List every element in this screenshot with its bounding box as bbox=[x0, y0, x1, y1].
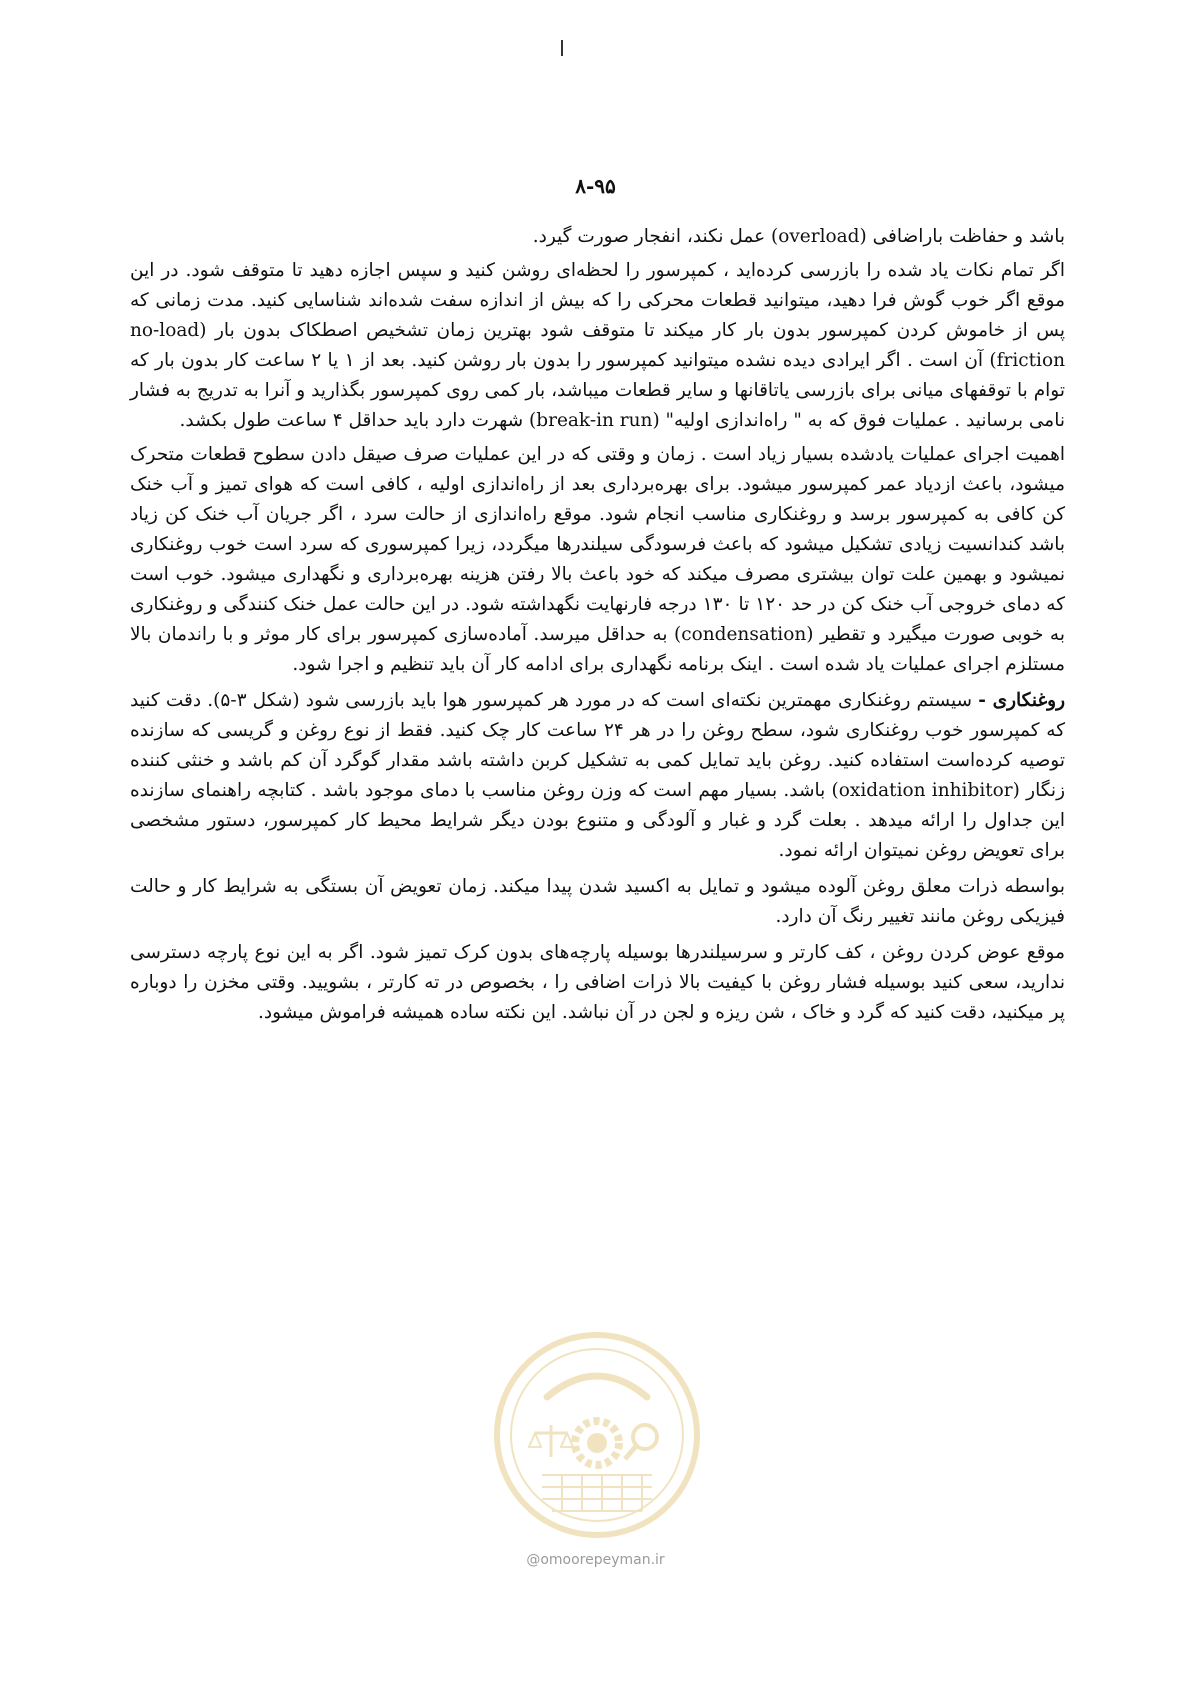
gear-icon bbox=[575, 1421, 619, 1465]
scales-icon bbox=[529, 1425, 573, 1457]
paragraph-4-text: سیستم روغنکاری مهمترین نکته‌ای است که در مورد هر کمپرسور هوا باید بازرسی شود (شکل ۳-۵). دقت کنید که کمپرسور خوب روغنکاری شود، سطح روغن را در هر ۲۴ ساعت کار چک کنید. فقط از نوع روغن و گریسی که سازنده توصیه کرده‌است استفاده کنید. روغن باید تمایل کمی به تشکیل کربن داشته باشد مقدار گوگرد آن کم باشد و خنثی کننده زنگار (oxidation inhibitor) باشد. بسیار مهم است که وزن روغن مناسب با دمای موجود باشد . کتابچه راهنمای سازنده این جداول را ارائه میدهد . بعلت گرد و غبار و آلودگی و متنوع بودن دیگر شرایط محیط کار کمپرسور، دستور مشخصی برای تعویض روغن نمیتوان ارائه نمود. bbox=[130, 690, 1066, 861]
paragraph-2: اگر تمام نکات یاد شده را بازرسی کرده‌اید ، کمپرسور را لحظه‌ای روشن کنید و سپس اجازه دهید تا متوقف شود. در این موقع اگر خوب گوش فرا دهید، میتوانید قطعات محرکی را که بیش از اندازه سفت شده‌اند شناسایی کنید. مدت زمانی که پس از خاموش کردن کمپرسور بدون بار کار میکند تا متوقف شود بهترین زمان تشخیص اصطکاک بدون بار (no-load friction) آن است . اگر ایرادی دیده نشده میتوانید کمپرسور را بدون بار روشن کنید. بعد از ۱ یا ۲ ساعت کار بدون بار که توام با توقفهای میانی برای بازرسی یاتاقانها و سایر قطعات میباشد، بار کمی روی کمپرسور بگذارید و آنرا به تدریج به فشار نامی برسانید . عملیات فوق که به " راه‌اندازی اولیه" (break-in run) شهرت دارد باید حداقل ۴ ساعت طول بکشد. bbox=[130, 260, 1065, 431]
top-margin-mark bbox=[561, 40, 563, 56]
paragraph-4 bbox=[130, 686, 1065, 866]
page-number: ۸-۹۵ bbox=[575, 174, 616, 198]
body-text bbox=[130, 222, 1065, 1032]
paragraph-1: باشد و حفاظت باراضافی (overload) عمل نکند، انفجار صورت گیرد. bbox=[532, 226, 1065, 247]
watermark-logo bbox=[487, 1325, 707, 1545]
wrench-icon bbox=[625, 1425, 657, 1459]
paragraph-6: موقع عوض کردن روغن ، کف کارتر و سرسیلندرها بوسیله پارچه‌های بدون کرک تمیز شود. اگر به این نوع پارچه دسترسی ندارید، سعی کنید بوسیله فشار روغن با کیفیت بالا ذرات اضافی را ، بخصوص در ته کارتر ، بشویید. وقتی مخزن را دوباره پر میکنید، دقت کنید که گرد و خاک ، شن ریزه و لجن در آن نباشد. این نکته ساده همیشه فراموش میشود. bbox=[130, 942, 1065, 1023]
watermark-site: @omoorepeyman.ir bbox=[526, 1552, 665, 1568]
brick-wall-icon bbox=[542, 1475, 652, 1511]
lubrication-heading: روغنکاری - bbox=[978, 690, 1065, 711]
paragraph-3: اهمیت اجرای عملیات یادشده بسیار زیاد است . زمان و وقتی که در این عملیات صرف صیقل دادن سطوح قطعات متحرک میشود، باعث ازدیاد عمر کمپرسور میشود. برای بهره‌برداری بعد از راه‌اندازی اولیه ، کافی است که هوای تمیز و آب خنک کن کافی به کمپرسور برسد و روغنکاری مناسب انجام شود. موقع راه‌اندازی از حالت سرد ، اگر جریان آب خنک کن زیاد باشد کندانسیت زیادی تشکیل میشود که باعث فرسودگی سیلندرها میگردد، زیرا کمپرسوری که سرد است خوب روغنکاری نمیشود و بهمین علت توان بیشتری مصرف میکند که خود باعث بالا رفتن هزینه بهره‌برداری و نگهداری میشود. خوب است که دمای خروجی آب خنک کن در حد ۱۲۰ تا ۱۳۰ درجه فارنهایت نگهداشته شود. در این حالت عمل خنک کنندگی و روغنکاری به خوبی صورت میگیرد و تقطیر (condensation) به حداقل میرسد. آماده‌سازی کمپرسور برای کار موثر و با راندمان بالا مستلزم اجرای عملیات یاد شده است . اینک برنامه نگهداری برای ادامه کار آن باید تنظیم و اجرا شود. bbox=[130, 444, 1065, 675]
paragraph-5: بواسطه ذرات معلق روغن آلوده میشود و تمایل به اکسید شدن پیدا میکند. زمان تعویض آن بستگی به شرایط کار و حالت فیزیکی روغن مانند تغییر رنگ آن دارد. bbox=[130, 876, 1065, 927]
